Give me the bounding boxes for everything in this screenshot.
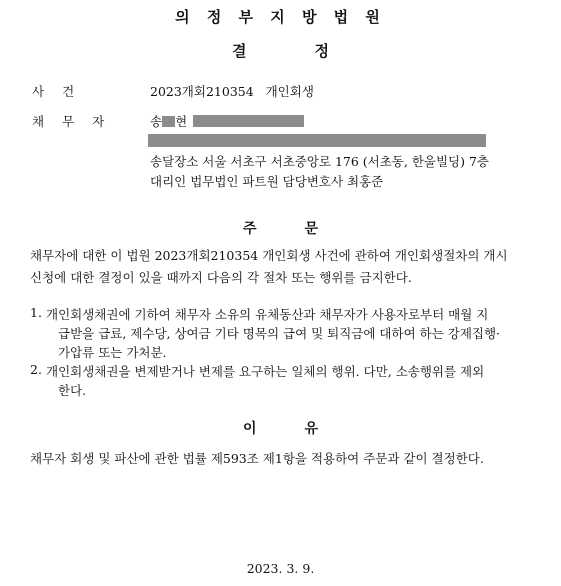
redaction-debtor-info — [193, 115, 304, 127]
case-value — [150, 82, 314, 100]
service-address: 송달장소 서울 서초구 서초중앙로 176 (서초동, 한울빌딩) 7층 — [150, 154, 490, 169]
debtor-name-last: 현 — [175, 114, 188, 129]
order-item-2 — [46, 362, 536, 400]
order-item-1-number: 1. — [30, 305, 42, 320]
redaction-name-middle — [162, 116, 175, 127]
decision-date: 2023. 3. 9. — [246, 561, 315, 576]
order-intro-line-1: 채무자에 대한 이 법원 2023개회210354 개인회생 사건에 관하여 개인회생절차의 개시 — [30, 248, 508, 263]
reason-text: 채무자 회생 및 파산에 관한 법률 제593조 제1항을 적용하여 주문과 같이 결정한다. — [30, 451, 484, 466]
order-item-2-line: 한다. — [58, 383, 87, 398]
order-item-1-line: 가압류 또는 가처분. — [58, 345, 167, 360]
debtor-name — [150, 112, 187, 130]
agent-line: 대리인 법무법인 파트원 담당변호사 최홍준 — [150, 174, 384, 189]
case-name: 개인회생 — [265, 84, 314, 99]
debtor-label: 채무자 — [32, 114, 123, 129]
court-name: 의 정 부 지 방 법 원 — [175, 8, 386, 26]
order-item-2-line: 개인회생채권을 변제받거나 변제를 요구하는 일체의 행위. 다만, 소송행위를 제외 — [46, 364, 485, 379]
order-intro-line-2: 신청에 대한 결정이 있을 때까지 다음의 각 절차 또는 행위를 금지한다. — [30, 270, 412, 285]
order-item-2-number: 2. — [30, 362, 42, 377]
case-label: 사건 — [32, 84, 93, 99]
reason-heading: 이유 — [242, 421, 367, 437]
order-item-1-line: 급받을 급료, 제수당, 상여금 기타 명목의 급여 및 퇴직금에 대하여 하는 강제집행· — [58, 326, 501, 341]
document-title: 결정 — [232, 42, 397, 60]
debtor-name-first: 송 — [150, 114, 163, 129]
case-number: 2023개회210354 — [150, 84, 254, 99]
order-intro — [30, 245, 540, 289]
redaction-address — [148, 134, 486, 147]
order-item-1 — [46, 305, 536, 362]
order-item-1-line: 개인회생채권에 기하여 채무자 소유의 유체동산과 채무자가 사용자로부터 매월 지 — [46, 307, 489, 322]
order-heading: 주문 — [242, 221, 367, 237]
